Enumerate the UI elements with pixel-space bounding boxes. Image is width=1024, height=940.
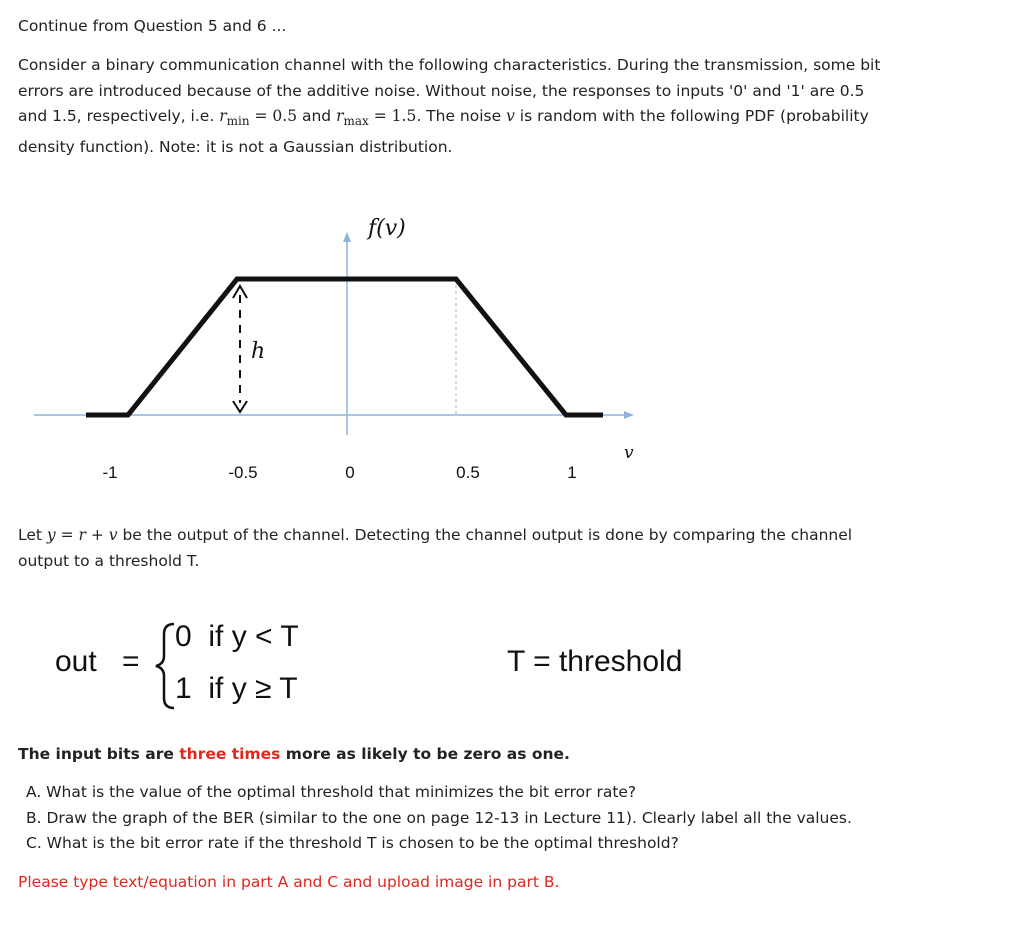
question-list — [26, 780, 926, 857]
trapezoid-pdf — [86, 279, 603, 415]
submission-note: Please type text/equation in part A and C and upload image in part B. — [18, 873, 560, 891]
pdf-figure — [0, 200, 700, 500]
f-axis-arrow — [343, 232, 351, 242]
threshold-definition: T = threshold — [507, 645, 683, 678]
case-one: 1 if y ≥ T — [175, 672, 298, 705]
channel-output-description: Let y = r + v be the output of the channel. Detecting the channel output is done by comparing the channel output to a threshold T. — [18, 526, 853, 570]
case-zero: 0 if y < T — [175, 620, 299, 653]
tick-label: 1 — [567, 463, 577, 482]
tick-label: 0.5 — [456, 463, 480, 482]
equals-sign: = — [122, 645, 140, 678]
v-axis-arrow — [624, 411, 634, 419]
intro-line: Continue from Question 5 and 6 ... — [18, 17, 287, 35]
question-a: A. What is the value of the optimal threshold that minimizes the bit error rate? — [26, 783, 637, 801]
question-c: C. What is the bit error rate if the threshold T is chosen to be the optimal threshold? — [26, 834, 679, 852]
fv-label: f(v) — [368, 216, 406, 241]
question-b: B. Draw the graph of the BER (similar to the one on page 12-13 in Lecture 11). Clearly label all the values. — [26, 808, 852, 827]
h-label: h — [251, 339, 266, 364]
tick-label: -0.5 — [228, 463, 258, 482]
likelihood-statement: The input bits are three times more as likely to be zero as one. — [18, 745, 570, 763]
problem-description: Consider a binary communication channel with the following characteristics. During the transmission, some bit errors are introduced because of the additive noise. Without noise, the responses to inputs '0' and '1' are 0.5 and 1.5, respectively, i.e. $r_{min} = 0.5$ and $r_{max} = 1.5$. The noise v is random with the following PDF (probability density function). Note: it is not a Gaussian distribution. — [18, 56, 881, 156]
tick-label: 0 — [345, 463, 355, 482]
v-label: v — [624, 443, 634, 463]
tick-label: -1 — [102, 463, 118, 482]
out-label: out — [55, 645, 97, 678]
